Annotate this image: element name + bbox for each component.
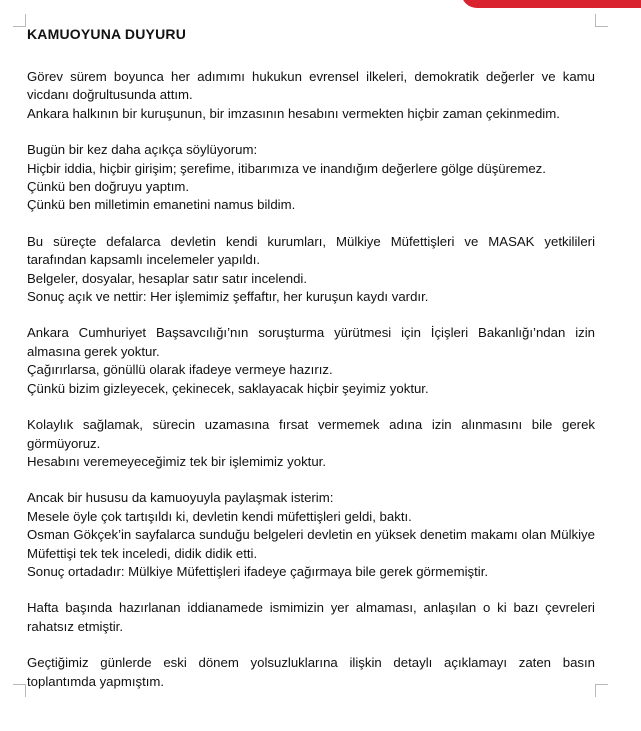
document-title: KAMUOYUNA DUYURU xyxy=(27,26,187,42)
paragraph-line: Ancak bir hususu da kamuoyuyla paylaşmak isterim: xyxy=(27,490,334,506)
paragraph-3 xyxy=(27,233,595,307)
paragraph-line: Belgeler, dosyalar, hesaplar satır satır incelendi. xyxy=(27,270,308,286)
paragraph-line: Kolaylık sağlamak, sürecin uzamasına fırsat vermemek adına izin alınmasını bile gerek görmüyoruz. xyxy=(27,417,595,451)
paragraph-line: Osman Gökçek’in sayfalarca sunduğu belgeleri devletin en yüksek denetim makamı olan Mülkiye Müfettişi tek tek inceledi, didik didik etti. xyxy=(27,527,595,561)
paragraph-line: Hafta başında hazırlanan iddianamede ismimizin yer almaması, anlaşılan o ki bazı çevreleri rahatsız etmiştir. xyxy=(27,600,595,634)
document-page[interactable] xyxy=(27,24,595,709)
margin-marker-top-left xyxy=(13,14,26,27)
paragraph-4 xyxy=(27,324,595,398)
paragraph-line: Ankara Cumhuriyet Başsavcılığı’nın soruşturma yürütmesi için İçişleri Bakanlığı’ndan izin almasına gerek yoktur. xyxy=(27,325,595,359)
paragraph-8 xyxy=(27,654,595,691)
paragraph-line: Çünkü ben doğruyu yaptım. xyxy=(27,179,190,195)
paragraph-line: Çünkü bizim gizleyecek, çekinecek, saklayacak hiçbir şeyimiz yoktur. xyxy=(27,380,429,396)
paragraph-line: Hiçbir iddia, hiçbir girişim; şerefime, itibarımıza ve inandığım değerlere gölge düşüremez. xyxy=(27,160,546,176)
paragraph-line: Bugün bir kez daha açıkça söylüyorum: xyxy=(27,142,258,158)
paragraph-line: Ankara halkının bir kuruşunun, bir imzasının hesabını vermekten hiçbir zaman çekinmedim. xyxy=(27,105,560,121)
paragraph-line: Mesele öyle çok tartışıldı ki, devletin kendi müfettişleri geldi, baktı. xyxy=(27,508,412,524)
paragraph-line: Hesabını veremeyeceğimiz tek bir işlemimiz yoktur. xyxy=(27,453,327,469)
paragraph-6 xyxy=(27,489,595,581)
paragraph-line: Görev sürem boyunca her adımımı hukukun evrensel ilkeleri, demokratik değerler ve kamu vicdanı doğrultusunda attım. xyxy=(27,69,595,103)
paragraph-line: Çünkü ben milletimin emanetini namus bildim. xyxy=(27,197,296,213)
paragraph-2 xyxy=(27,141,595,215)
paragraph-line: Sonuç ortadadır: Mülkiye Müfettişleri ifadeye çağırmaya bile gerek görmemiştir. xyxy=(27,563,489,579)
paragraph-5 xyxy=(27,416,595,471)
paragraph-1 xyxy=(27,68,595,123)
paragraph-line: Çağırırlarsa, gönüllü olarak ifadeye vermeye hazırız. xyxy=(27,362,333,378)
margin-marker-bottom-right xyxy=(595,684,608,697)
margin-marker-bottom-left xyxy=(13,684,26,697)
paragraph-7 xyxy=(27,599,595,636)
paragraph-line: Sonuç açık ve nettir: Her işlemimiz şeffaftır, her kuruşun kaydı vardır. xyxy=(27,289,429,305)
paragraph-line: Geçtiğimiz günlerde eski dönem yolsuzluklarına ilişkin detaylı açıklamayı zaten basın toplantımda yapmıştım. xyxy=(27,655,595,689)
paragraph-line: Bu süreçte defalarca devletin kendi kurumları, Mülkiye Müfettişleri ve MASAK yetkilileri tarafından kapsamlı incelemeler yapıldı. xyxy=(27,233,595,268)
top-right-decoration xyxy=(461,0,641,8)
margin-marker-top-right xyxy=(595,14,608,27)
